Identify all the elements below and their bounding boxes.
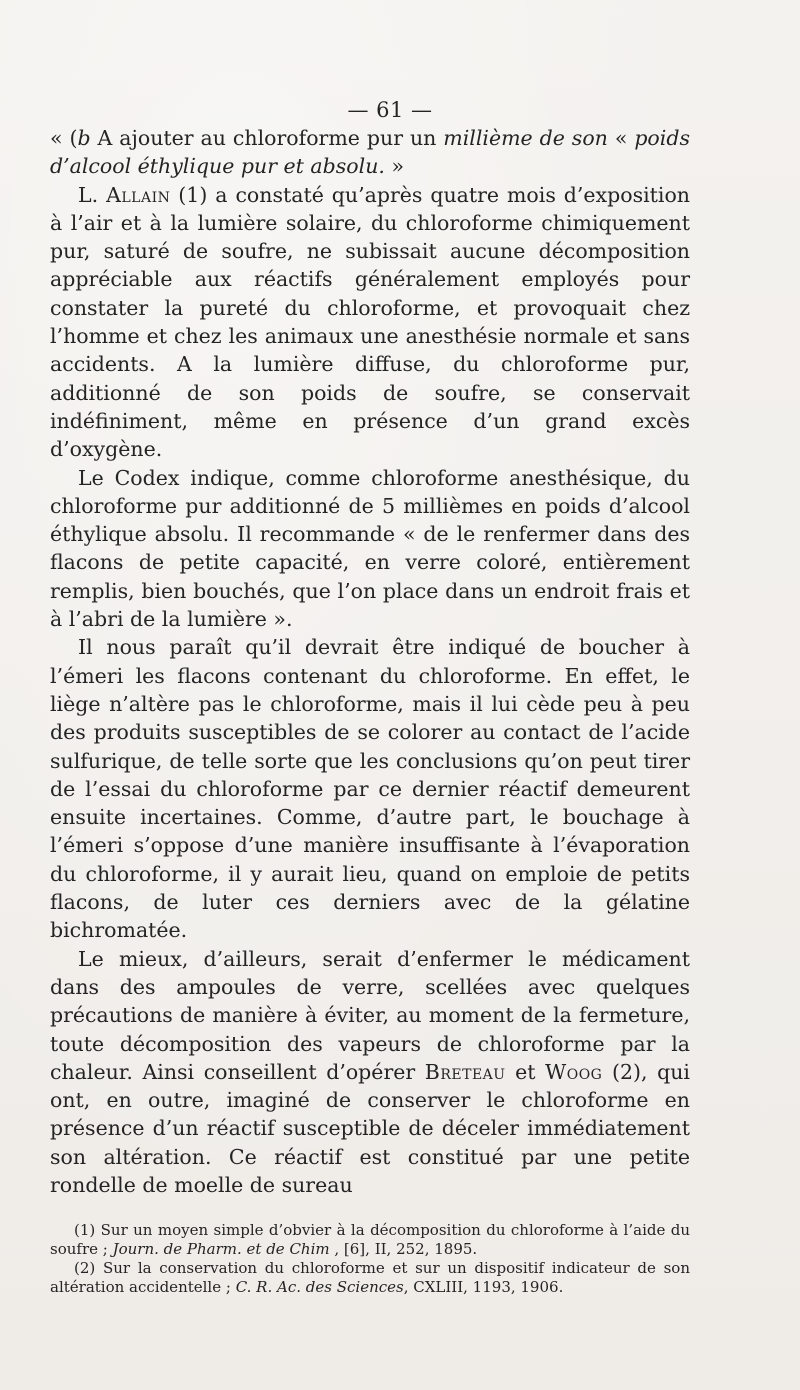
- italic-text: Journ. de Pharm. et de Chim: [112, 1240, 330, 1259]
- paragraph-codex: [50, 464, 690, 634]
- paragraph-ampoules: [50, 945, 690, 1200]
- text-block: [50, 96, 690, 1297]
- text-run: Il nous paraît qu’il devrait être indiqué de boucher à l’émeri les flacons contenant du chloroforme. En effet, le liège n’altère pas le chloroforme, mais il lui cède peu à peu des produits susceptibles de se colorer au contact de l’acide sulfurique, de telle sorte que les conclusions qu’on peut tirer de l’essai du chloroforme par ce dernier réactif demeurent ensuite incertaines. Comme, d’autre part, le bouchage à l’émeri s’oppose d’une manière insuffisante à l’évaporation du chloroforme, il y aurait lieu, quand on emploie de petits flacons, de luter ces derniers avec de la gélatine bichromatée.: [50, 635, 690, 943]
- italic-text: poids d’alcool éthylique pur et absolu.: [50, 126, 690, 179]
- footnote-2: [50, 1259, 690, 1297]
- text-run: (2) Sur la conservation du chloroforme et sur un dispositif indicateur de son altération accidentelle ;: [50, 1259, 690, 1297]
- body-text: [50, 124, 690, 1199]
- text-run: (1) a constaté qu’après quatre mois d’exposition à l’air et à la lumière solaire, du chloroforme chimiquement pur, saturé de soufre, ne subissait aucune décomposition appréciable aux réactifs généralement employés pour constater la pureté du chloroforme, et provoquait chez l’homme et chez les animaux une anesthésie normale et sans accidents. A la lumière diffuse, du chloroforme pur, additionné de son poids de soufre, se conservait indéfiniment, même en présence d’un grand excès d’oxygène.: [50, 182, 690, 462]
- text-run: et: [505, 1059, 546, 1084]
- text-run: L.: [78, 182, 107, 207]
- footnotes: [50, 1221, 690, 1297]
- author-name: Breteau: [424, 1059, 506, 1084]
- text-run: (1) Sur un moyen simple d’obvier à la décomposition du chloroforme à l’aide du soufre ;: [50, 1221, 690, 1259]
- author-name: Woog: [545, 1059, 603, 1084]
- page-number: — 61 —: [347, 98, 433, 122]
- italic-text: C. R. Ac. des Sciences: [235, 1278, 404, 1297]
- text-run: , [6], II, 252, 1895.: [329, 1240, 478, 1259]
- footnote-1: [50, 1221, 690, 1259]
- italic-text: millième de son: [443, 126, 608, 150]
- text-run: Le Codex indique, comme chloroforme anesthésique, du chloroforme pur additionné de 5 millièmes en poids d’alcool éthylique absolu. Il recommande « de le renfermer dans des flacons de petite capacité, en verre coloré, entièrement remplis, bien bouchés, que l’on place dans un endroit frais et à l’abri de la lumière ».: [50, 465, 690, 632]
- paragraph-quote-end: [50, 124, 690, 181]
- paragraph-emeri: [50, 633, 690, 944]
- text-run: Le mieux, d’ailleurs, serait d’enfermer le médicament dans des ampoules de verre, scellées avec quelques précautions de manière à éviter, au moment de la fermeture, toute décomposition des vapeurs de chloroforme par la chaleur. Ainsi conseillent d’opérer: [50, 946, 690, 1084]
- author-name: Allain: [106, 182, 171, 207]
- paragraph-allain: [50, 181, 690, 464]
- text-run: , CXLIII, 1193, 1906.: [403, 1278, 564, 1297]
- text-run: « (: [50, 126, 78, 150]
- text-run: «: [607, 126, 635, 150]
- text-run: A ajouter au chloroforme pur un: [90, 126, 444, 150]
- text-run: »: [384, 154, 404, 179]
- text-run: (2), qui ont, en outre, imaginé de conserver le chloroforme en présence d’un réactif susceptible de déceler immédiatement son altération. Ce réactif est constitué par une petite rondelle de moelle de sureau: [50, 1059, 690, 1197]
- italic-text: b: [77, 126, 91, 150]
